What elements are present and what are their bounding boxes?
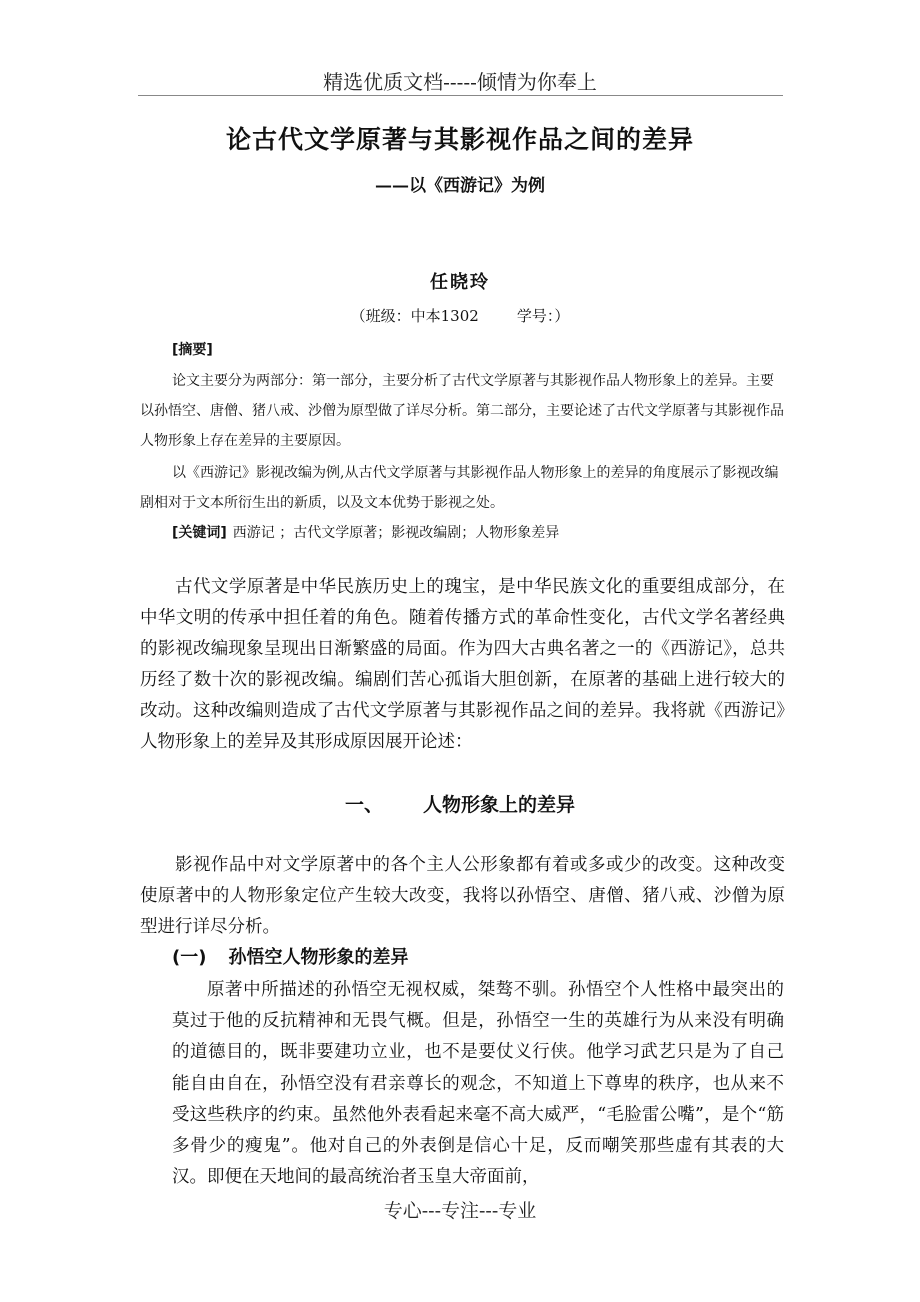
abstract-paragraph: 以《西游记》影视改编为例,从古代文学原著与其影视作品人物形象上的差异的角度展示了影视改编剧相对于文本所衍生出的新质，以及文本优势于影视之处。 (140, 465, 779, 511)
subsection-number: (一) (172, 947, 207, 968)
abstract-paragraph: 论文主要分为两部分：第一部分，主要分析了古代文学原著与其影视作品人物形象上的差异。主要以孙悟空、唐僧、猪八戒、沙僧为原型做了详尽分析。第二部分，主要论述了古代文学原著与其影视作品人物形象上存在差异的主要原因。 (140, 373, 784, 449)
subsection-heading (172, 943, 408, 969)
subsection-paragraph: 原著中所描述的孙悟空无视权威，桀骜不驯。孙悟空个人性格中最突出的莫过于他的反抗精神和无畏气概。但是，孙悟空一生的英雄行为从来没有明确的道德目的，既非要建功立业，也不是要仗义行侠。他学习武艺只是为了自己能自由自在，孙悟空没有君亲尊长的观念，不知道上下尊卑的秩序，也从来不受这些秩序的约束。虽然他外表看起来毫不高大威严，“毛脸雷公嘴”，是个“筋多骨少的瘦鬼”。他对自己的外表倒是信心十足，反而嘲笑那些虚有其表的大汉。即便在天地间的最高统治者玉皇大帝面前， (172, 980, 784, 1188)
author-name: 任晓玲 (430, 272, 490, 293)
section-number: 一、 (344, 794, 383, 816)
section-title: 人物形象上的差异 (423, 794, 576, 816)
class-info (0, 305, 920, 326)
student-id-label: 学号：） (516, 307, 570, 325)
paper-title: 论古代文学原著与其影视作品之间的差异 (225, 125, 694, 154)
class-label: （班级：中本1302 (350, 307, 479, 325)
paper-subtitle: ——以《西游记》为例 (375, 176, 545, 196)
keywords (172, 518, 559, 548)
page-footer: 专心---专注---专业 (383, 1200, 537, 1222)
abstract-heading: [摘要] (172, 342, 213, 358)
keywords-text: 西游记 ；古代文学原著；影视改编剧；人物形象差异 (232, 525, 560, 541)
page-header: 精选优质文档-----倾情为你奉上 (323, 70, 597, 94)
section-heading (0, 790, 920, 817)
keywords-label: [关键词] (172, 525, 227, 541)
intro-paragraph: 古代文学原著是中华民族历史上的瑰宝，是中华民族文化的重要组成部分，在中华文明的传承中担任着的角色。随着传播方式的革命性变化，古代文学名著经典的影视改编现象呈现出日渐繁盛的局面。作为四大古典名著之一的《西游记》，总共历经了数十次的影视改编。编剧们苦心孤诣大胆创新，在原著的基础上进行较大的改动。这种改编则造成了古代文学原著与其影视作品之间的差异。我将就《西游记》人物形象上的差异及其形成原因展开论述： (140, 577, 785, 752)
section-paragraph: 影视作品中对文学原著中的各个主人公形象都有着或多或少的改变。这种改变使原著中的人物形象定位产生较大改变，我将以孙悟空、唐僧、猪八戒、沙僧为原型进行详尽分析。 (140, 855, 785, 937)
header-divider (138, 95, 783, 96)
subsection-title: 孙悟空人物形象的差异 (228, 947, 409, 968)
